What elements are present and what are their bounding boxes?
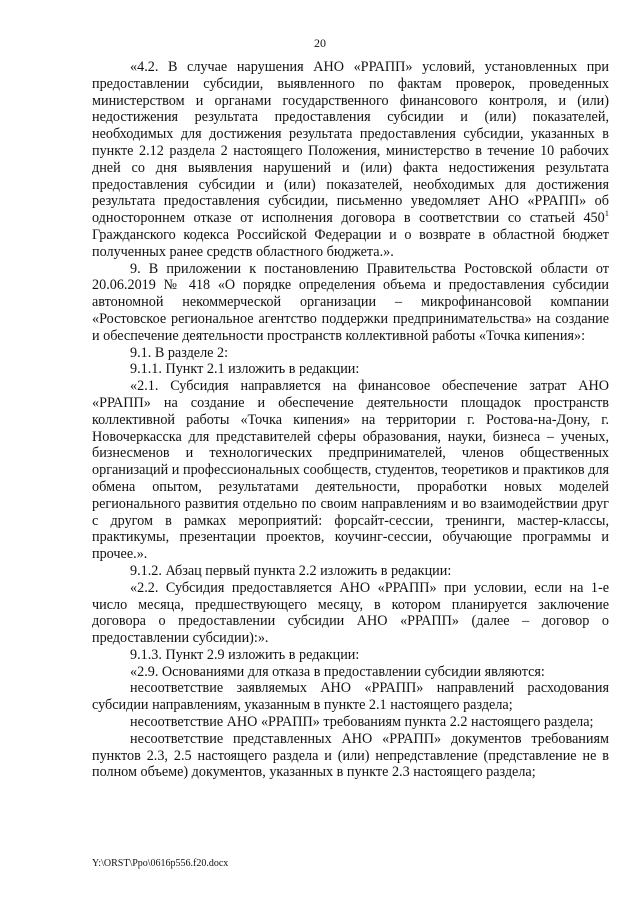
paragraph-9-1-3: 9.1.3. Пункт 2.9 изложить в редакции: (130, 646, 360, 663)
paragraph-refusal-1: несоответствие заявляемых АНО «РРАПП» направлений расходования субсидии направлениям, указанным в пункте 2.1 настоящего раздела; (92, 680, 609, 714)
paragraph-9: 9. В приложении к постановлению Правительства Ростовской области от 20.06.2019 № 418 «О порядке определения объема и предоставления субсидии автономной некоммерческой организации – микрофинансовой компании «Ростовское региональное агентство поддержки предпринимательства» на создание и обеспечение деятельности пространств коллективной работы «Точка кипения»: (92, 260, 609, 344)
paragraph-9-1-1: 9.1.1. Пункт 2.1 изложить в редакции: (130, 361, 360, 378)
paragraph-refusal-2: несоответствие АНО «РРАПП» требованиям пункта 2.2 настоящего раздела; (130, 714, 594, 731)
article-superscript: 1 (604, 208, 609, 219)
paragraph-9-1-2: 9.1.2. Абзац первый пункта 2.2 изложить в редакции: (130, 562, 452, 579)
footer-file-path: Y:\ORST\Ppo\0616p556.f20.docx (92, 858, 229, 869)
paragraph-refusal-3: несоответствие представленных АНО «РРАПП» документов требованиям пунктов 2.3, 2.5 настоящего раздела и (или) непредставление (представление не в полном объеме) документов, указанных в пункте 2.3 настоящего раздела; (92, 730, 609, 781)
document-body (92, 59, 609, 781)
paragraph-4-2 (92, 59, 609, 261)
paragraph-4-2-tail: Гражданского кодекса Российской Федерации и о возврате в областной бюджет полученных ранее средств областного бюджета.». (92, 226, 609, 260)
paragraph-9-1: 9.1. В разделе 2: (130, 344, 229, 361)
paragraph-2-9: «2.9. Основаниями для отказа в предоставлении субсидии являются: (130, 663, 545, 680)
paragraph-2-2: «2.2. Субсидия предоставляется АНО «РРАПП» при условии, если на 1-е число месяца, предшествующего месяцу, в котором планируется заключение договора о предоставлении субсидии АНО «РРАПП» (далее – договор о предоставлении субсидии):». (92, 579, 609, 647)
page-number: 20 (314, 36, 326, 50)
paragraph-4-2-text: «4.2. В случае нарушения АНО «РРАПП» условий, установленных при предоставлении субсидии, выявленного по фактам проверок, проведенных министерством и органами государственного финансового контроля, и (или) недостижения результата предоставления субсидии и (или) показателей, необходимых для достижения результата предоставления субсидии, указанных в пункте 2.12 раздела 2 настоящего Положения, министерство в течение 10 рабочих дней со дня выявления нарушений и (или) факта недостижения результата предоставления субсидии и (или) показателей, необходимых для достижения результата предоставления субсидии, письменно уведомляет АНО «РРАПП» об одностороннем отказе от исполнения договора в соответствии со статьей 450 (92, 59, 609, 227)
paragraph-2-1: «2.1. Субсидия направляется на финансовое обеспечение затрат АНО «РРАПП» на создание и обеспечение деятельности площадок пространств коллективной работы «Точка кипения» на территории г. Ростова-на-Дону, г. Новочеркасска для представителей сферы образования, науки, бизнеса – ученых, бизнесменов и технологических предпринимателей, членов общественных организаций и профессиональных сообществ, студентов, теоретиков и практиков для обмена опытом, результатами деятельности, проработки новых моделей регионального развития отдельно по своим направлениям и во взаимодействии друг с другом в рамках мероприятий: форсайт-сессии, тренинги, мастер-классы, практикумы, презентации проектов, коучинг-сессии, обучающие программы и прочее.». (92, 378, 609, 563)
